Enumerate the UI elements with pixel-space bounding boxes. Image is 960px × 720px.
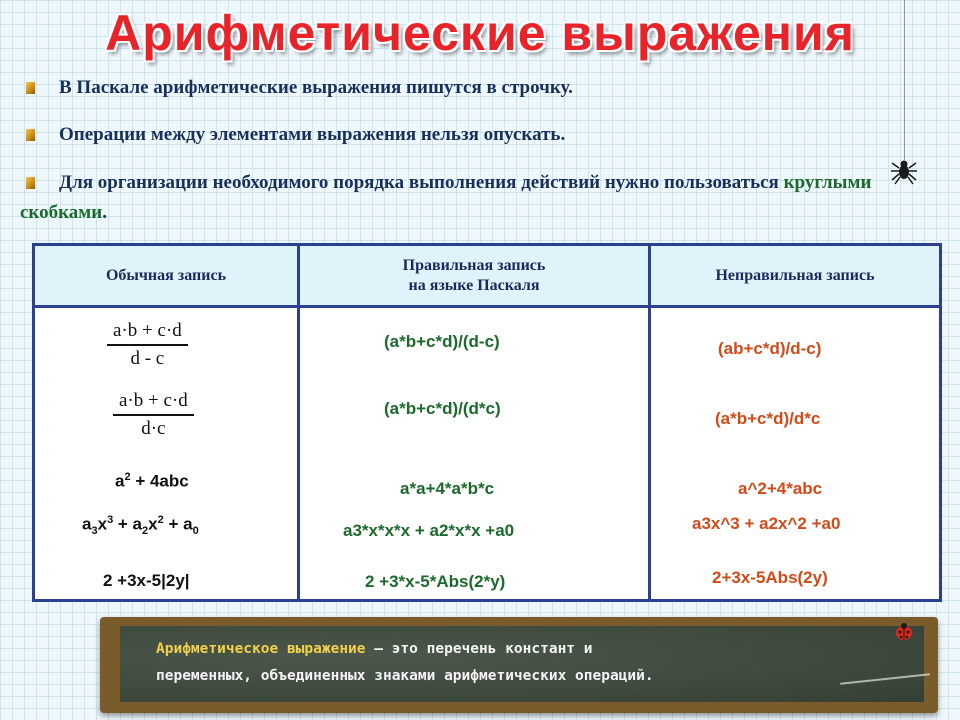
bullet-item [20,168,910,228]
fraction-1-numerator: a·b + c·d [107,318,188,346]
poly-sub-2: 2 [142,525,149,538]
correct-row-1: (a*b+c*d)/(d-c) [384,332,500,351]
correct-row-2: (a*b+c*d)/(d*c) [384,399,501,418]
ladybug-icon [893,622,915,642]
fraction-2 [113,388,194,442]
spider-thread [904,0,905,160]
bullet-text: В Паскале арифметические выражения пишутся в строчку. [59,77,573,98]
wrong-row-2: (a*b+c*d)/d*c [715,409,821,428]
fraction-2-denominator: d·c [141,418,166,439]
wrong-row-4: a3x^3 + a2x^2 +a0 [692,514,841,533]
ordinary-row-3-rest: + 4abc [130,471,189,491]
ordinary-row-3-exp: 2 [124,471,131,483]
correct-row-4: a3*x*x*x + a2*x*x +a0 [343,521,515,540]
header-ordinary: Обычная запись [35,246,297,308]
chalkboard [100,617,938,713]
definition-line-1 [156,636,876,663]
ordinary-row-4 [82,514,199,537]
wrong-row-3: a^2+4*abc [738,479,823,498]
poly-pow-3: 3 [107,514,114,526]
fraction-1-denominator: d - c [130,348,165,369]
column-divider [297,246,300,599]
correct-row-3: a*a+4*a*b*c [400,479,495,498]
chalkboard-surface [120,626,924,702]
fraction-1 [107,318,188,372]
wrong-row-5: 2+3x-5Abs(2y) [712,568,828,587]
poly-x2: x [148,514,158,534]
bullet-text: Для организации необходимого порядка выполнения действий нужно пользоваться [59,172,784,193]
poly-sub-0: 0 [192,525,199,538]
header-wrong: Неправильная запись [651,246,939,308]
header-correct-line1: Правильная запись [402,256,546,274]
bullet-item [20,120,900,150]
wrong-row-1: (ab+c*d)/d-c) [718,339,822,358]
definition-line-2: переменных, объединенных знаками арифметических операций. [156,668,654,684]
definition-text [156,636,876,690]
bullet-icon [26,129,35,141]
bullet-highlight: круглыми скобками [20,172,872,223]
ordinary-row-5: 2 +3x-5|2y| [103,571,190,590]
bullet-text: Операции между элементами выражения нельзя опускать. [59,124,566,145]
poly-x: x [97,514,108,534]
ordinary-row-3 [115,471,189,492]
fraction-2-numerator: a·b + c·d [113,388,194,416]
bullet-text-end: . [102,202,107,223]
poly-sub-3: 3 [91,525,98,538]
definition-term: Арифметическое выражение [156,641,366,657]
comparison-table [32,243,942,602]
poly-a: a [82,514,92,534]
poly-plus-a0: + a [163,514,193,534]
bullet-icon [26,177,35,189]
page-title: Арифметические выражения [105,5,855,61]
poly-plus-a: + a [113,514,143,534]
ordinary-row-3-base: a [115,471,125,491]
header-correct-line2: на языке Паскаля [408,276,540,294]
bullet-icon [26,82,35,94]
poly-pow-2: 2 [157,514,164,526]
header-correct [300,246,648,308]
column-divider [648,246,651,599]
correct-row-5: 2 +3*x-5*Abs(2*y) [365,572,506,591]
definition-rest: – это перечень констант и [365,641,593,657]
bullet-item [20,73,900,103]
